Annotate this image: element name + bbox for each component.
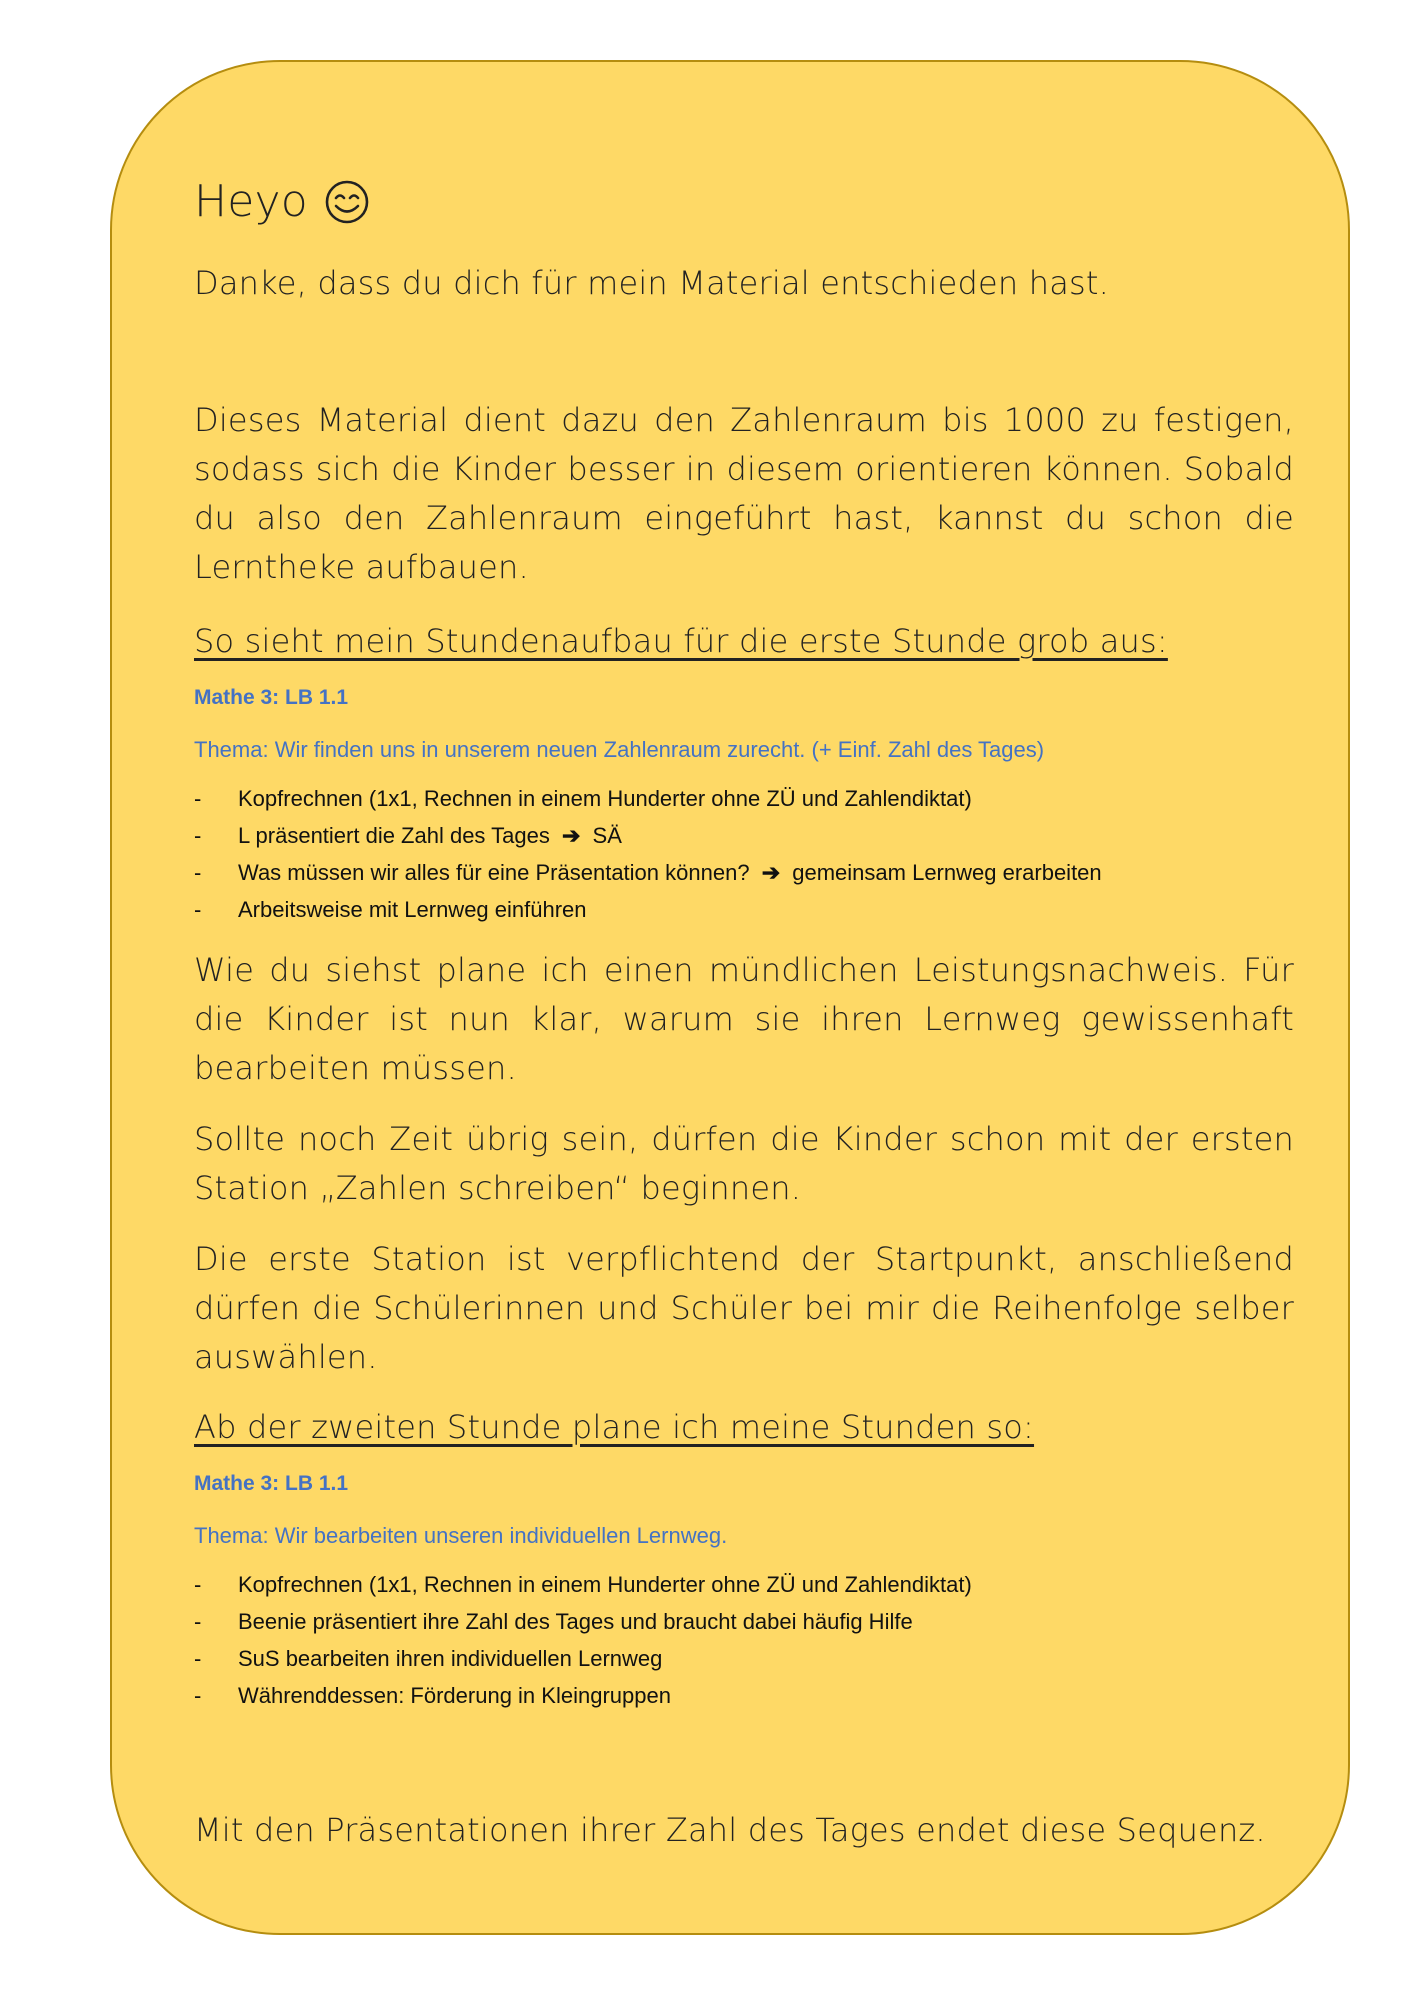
list-item [194, 1640, 1294, 1677]
section2-theme: Thema: Wir bearbeiten unseren individuellen Lernweg. [194, 1522, 728, 1548]
list-bullet: - [194, 1682, 202, 1708]
list-item-text: SÄ [592, 822, 622, 848]
section1-heading: So sieht mein Stundenaufbau für die erste Stunde grob aus: [194, 621, 1168, 660]
list-bullet: - [194, 1645, 202, 1671]
oral-assessment-paragraph: Wie du siehst plane ich einen mündlichen Leistungsnachweis. Für die Kinder ist nun klar, warum sie ihren Lernweg gewissenhaft bearbeiten müssen. [194, 950, 1294, 1087]
arrow-right-icon: ➔ [561, 822, 581, 848]
list-item-text: gemeinsam Lernweg erarbeiten [792, 859, 1102, 885]
greeting [194, 176, 1294, 229]
list-bullet: - [194, 896, 202, 922]
greeting-text: Heyo [194, 176, 308, 227]
list-item [194, 817, 1294, 854]
list-item [194, 1566, 1294, 1603]
note-content [194, 176, 1294, 1855]
list-bullet: - [194, 822, 202, 848]
list-item-text: Währenddessen: Förderung in Kleingruppen [238, 1682, 671, 1708]
list-item-text: L präsentiert die Zahl des Tages [238, 822, 550, 848]
list-bullet: - [194, 1571, 202, 1597]
list-bullet: - [194, 859, 202, 885]
list-item [194, 1603, 1294, 1640]
station-order-paragraph: Die erste Station ist verpflichtend der Startpunkt, anschließend dürfen die Schülerinnen und Schüler bei mir die Reihenfolge selber auswählen. [194, 1239, 1294, 1376]
extra-time-paragraph: Sollte noch Zeit übrig sein, dürfen die Kinder schon mit der ersten Station „Zahlen schreiben“ beginnen. [194, 1119, 1294, 1207]
list-item [194, 1677, 1294, 1714]
section2-list [194, 1566, 1294, 1714]
list-item-text: Arbeitsweise mit Lernweg einführen [238, 896, 587, 922]
arrow-right-icon: ➔ [761, 859, 781, 885]
list-item-text: Was müssen wir alles für eine Präsentation können? [238, 859, 750, 885]
list-item-text: Kopfrechnen (1x1, Rechnen in einem Hunderter ohne ZÜ und Zahlendiktat) [238, 785, 972, 811]
section1-list [194, 780, 1294, 928]
list-bullet: - [194, 785, 202, 811]
section2-heading: Ab der zweiten Stunde plane ich meine Stunden so: [194, 1407, 1035, 1446]
section1-subject: Mathe 3: LB 1.1 [194, 685, 349, 709]
list-item-text: SuS bearbeiten ihren individuellen Lernweg [238, 1645, 663, 1671]
list-bullet: - [194, 1608, 202, 1634]
smiling-face-icon [324, 179, 370, 225]
section1-theme: Thema: Wir finden uns in unserem neuen Zahlenraum zurecht. (+ Einf. Zahl des Tages) [194, 736, 1045, 762]
section2-subject: Mathe 3: LB 1.1 [194, 1471, 349, 1495]
list-item-text: Kopfrechnen (1x1, Rechnen in einem Hunderter ohne ZÜ und Zahlendiktat) [238, 1571, 972, 1597]
intro-paragraph: Dieses Material dient dazu den Zahlenraum bis 1000 zu festigen, sodass sich die Kinder besser in diesem orientieren können. Sobald du also den Zahlenraum eingeführt hast, kannst du schon die Lerntheke aufbauen. [194, 400, 1294, 586]
list-item [194, 891, 1294, 928]
list-item-text: Beenie präsentiert ihre Zahl des Tages und braucht dabei häufig Hilfe [238, 1608, 913, 1634]
thanks-text: Danke, dass du dich für mein Material entschieden hast. [194, 263, 1110, 302]
list-item [194, 854, 1294, 891]
closing-text: Mit den Präsentationen ihrer Zahl des Tages endet diese Sequenz. [194, 1810, 1266, 1849]
list-item [194, 780, 1294, 817]
